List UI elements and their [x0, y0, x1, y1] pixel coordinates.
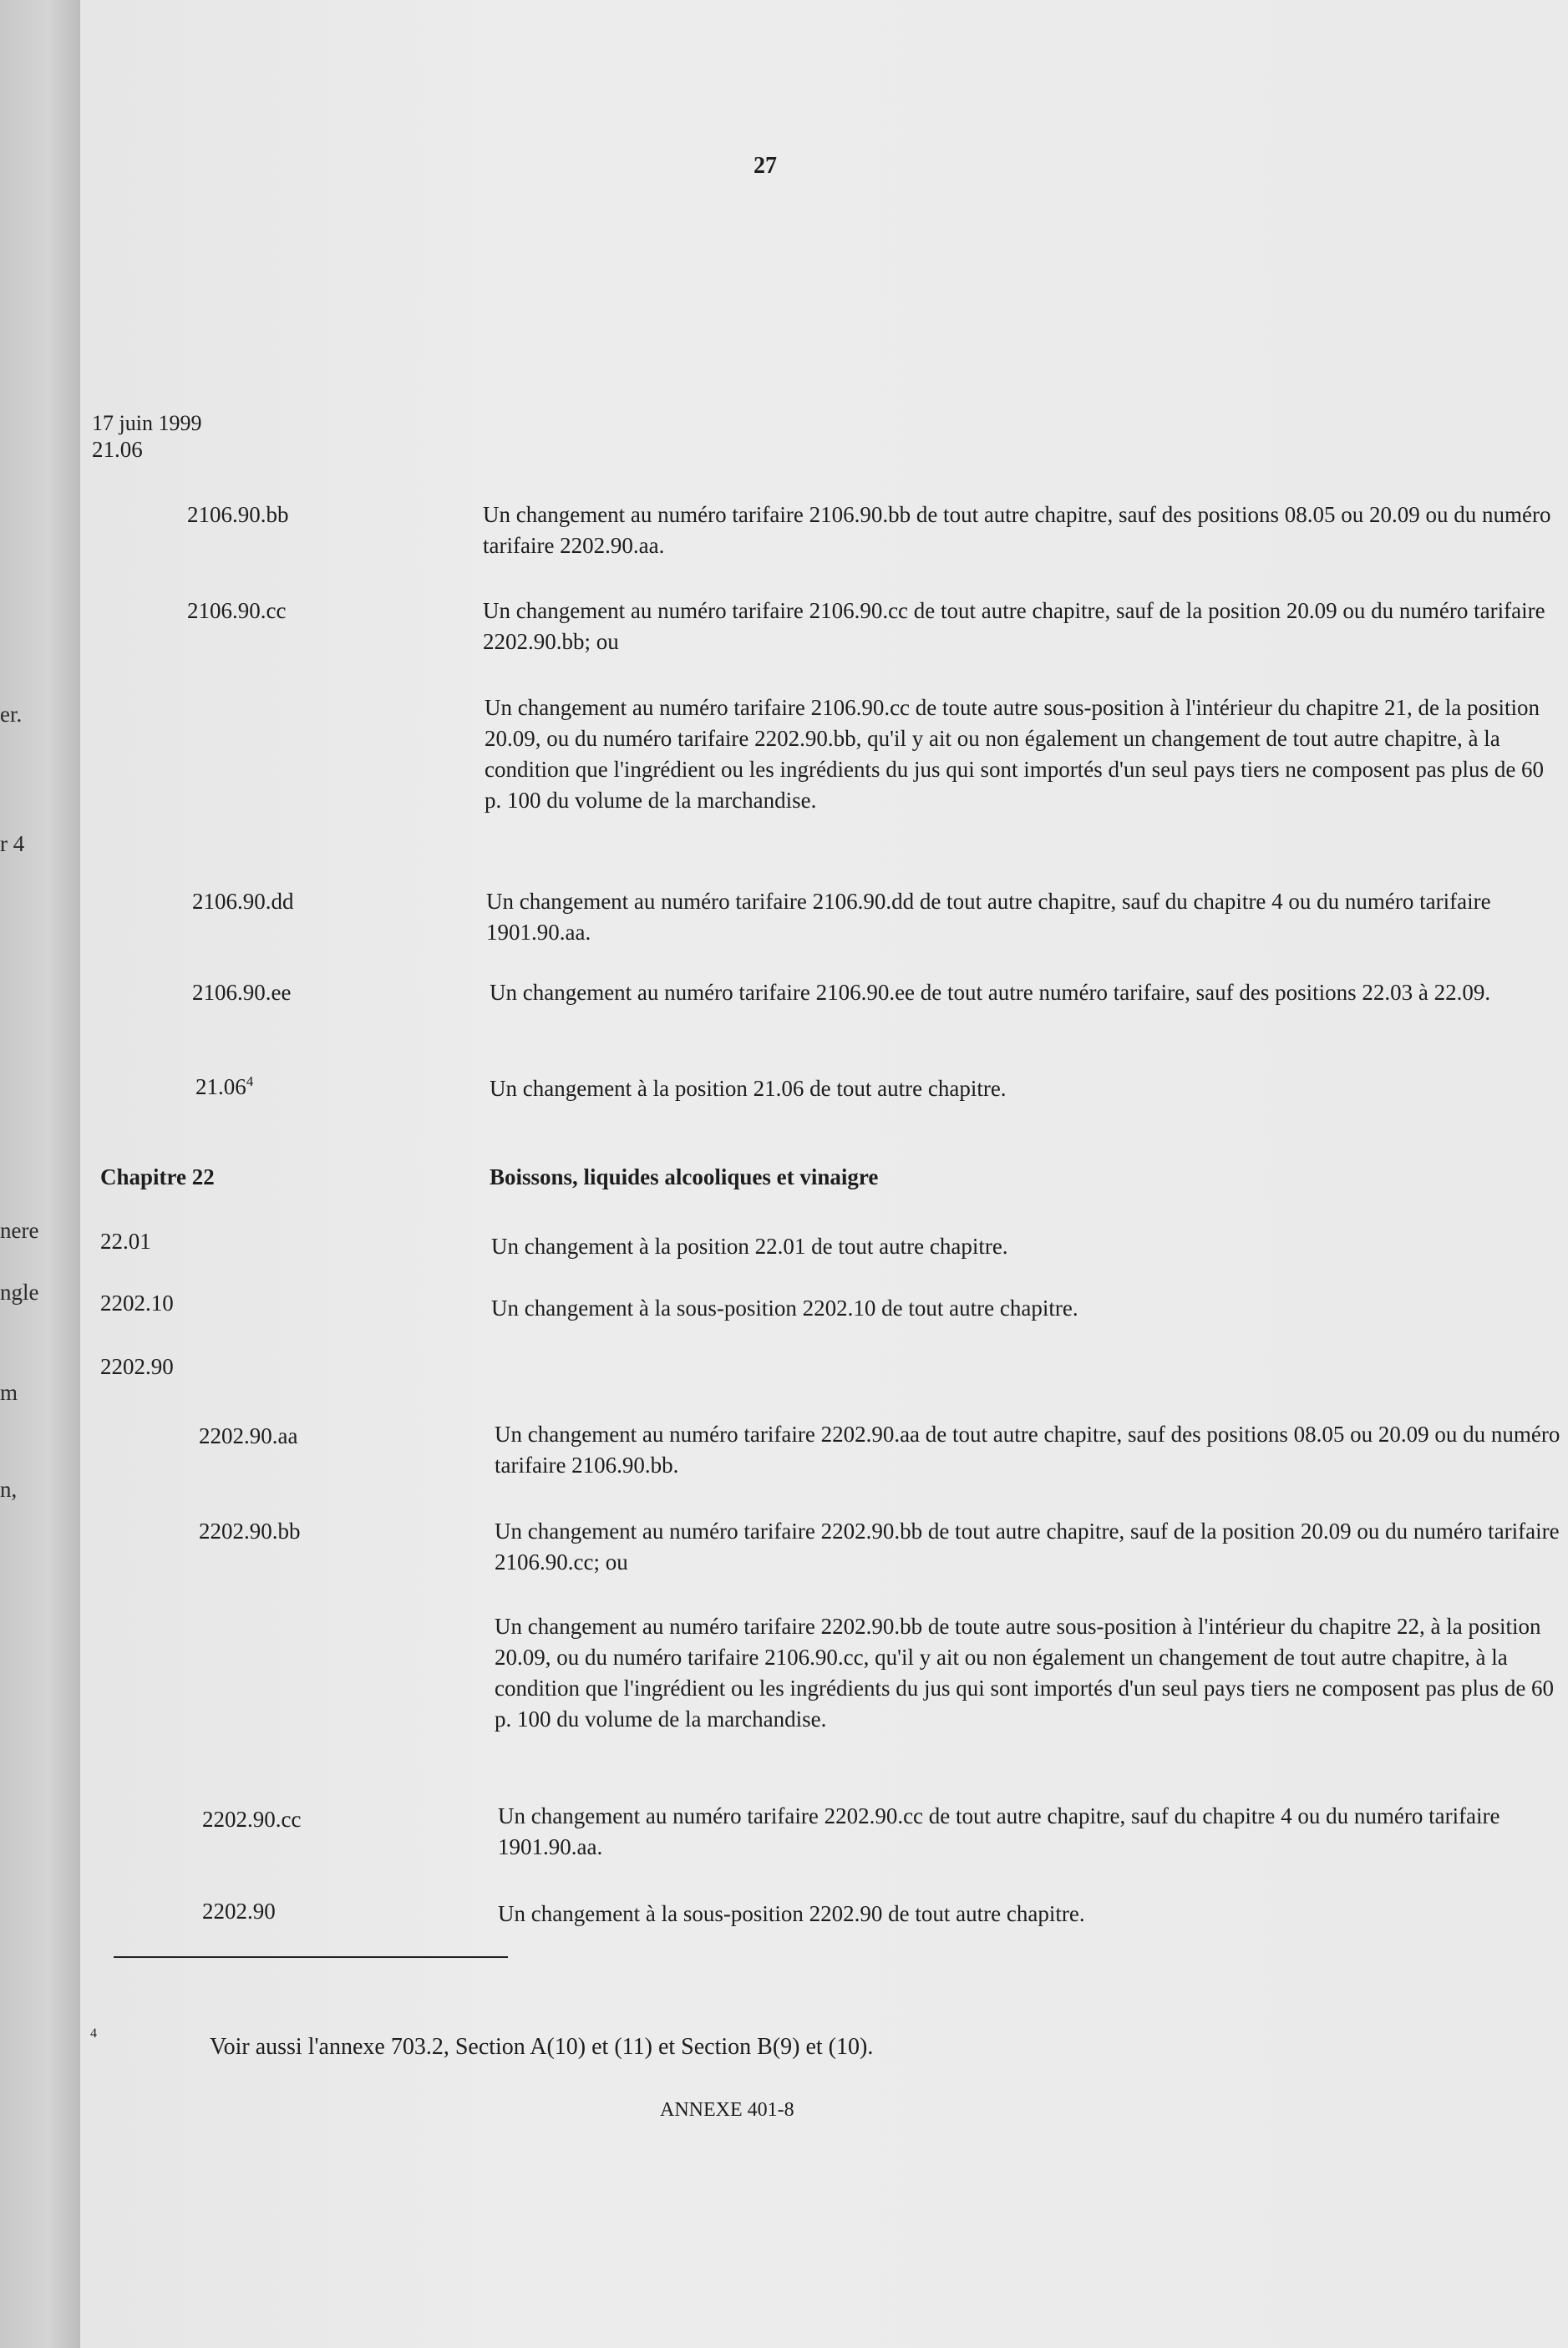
margin-fragment: ngle — [0, 1280, 39, 1305]
footnote-separator — [114, 1956, 508, 1958]
tariff-code: 2202.90.bb — [199, 1519, 301, 1544]
footnote-text: Voir aussi l'annexe 703.2, Section A(10) et (11) et Section B(9) et (10). — [210, 2034, 874, 2060]
rule-text: Un changement au numéro tarifaire 2106.90.cc de toute autre sous-position à l'intérieur du chapitre 21, de la position 20.09, ou du numéro tarifaire 2202.90.bb, qu'il y ait ou non également un changement de tout autre chapitre, à la condition que l'ingrédient ou les ingrédients du jus qui sont importés d'un seul pays tiers ne composent pas plus de 60 p. 100 du volume de la marchandise. — [485, 695, 1545, 813]
tariff-code: 2106.90.dd — [192, 889, 294, 914]
annex-label: ANNEXE 401-8 — [660, 2099, 794, 2121]
document-page — [80, 0, 1568, 2348]
book-spine — [0, 0, 81, 2348]
margin-fragment: n, — [0, 1477, 18, 1502]
tariff-code: 2106.90.bb — [187, 502, 289, 527]
tariff-code — [195, 1072, 253, 1103]
margin-fragment: r 4 — [0, 831, 25, 856]
footnote-mark: 4 — [90, 2026, 97, 2041]
chapter-title: Boissons, liquides alcooliques et vinaigre — [490, 1164, 879, 1189]
margin-fragment: m — [0, 1380, 18, 1405]
rule-text: Un changement au numéro tarifaire 2202.90.aa de tout autre chapitre, sauf des positions 08.05 ou 20.09 ou du numéro tarifaire 2106.90.bb. — [495, 1422, 1560, 1478]
tariff-code: 2202.90 — [100, 1354, 174, 1379]
rule-text: Un changement au numéro tarifaire 2202.90.bb de toute autre sous-position à l'intérieur du chapitre 22, à la position 20.09, ou du numéro tarifaire 2106.90.cc, qu'il y ait ou non également un changement de tout autre chapitre, à la condition que l'ingrédient ou les ingrédients du jus qui sont importés d'un seul pays tiers ne composent pas plus de 60 p. 100 du volume de la marchandise. — [495, 1614, 1555, 1732]
tariff-code: 2202.90 — [202, 1899, 276, 1924]
tariff-code-label: 21.06 — [195, 1074, 246, 1099]
heading-code: 21.06 — [92, 437, 143, 462]
rule-text: Un changement au numéro tarifaire 2106.90.cc de tout autre chapitre, sauf de la position 20.09 ou du numéro tarifaire 2202.90.bb; ou — [483, 598, 1545, 654]
margin-fragment: nere — [0, 1218, 39, 1243]
tariff-code: 22.01 — [100, 1229, 151, 1254]
rule-text: Un changement au numéro tarifaire 2106.90.ee de tout autre numéro tarifaire, sauf des positions 22.03 à 22.09. — [490, 980, 1491, 1005]
rule-text: Un changement à la position 22.01 de tout autre chapitre. — [491, 1234, 1008, 1259]
rule-text: Un changement à la position 21.06 de tout autre chapitre. — [490, 1076, 1007, 1101]
rule-text: Un changement à la sous-position 2202.90 de tout autre chapitre. — [498, 1901, 1085, 1926]
tariff-code: 2202.90.aa — [199, 1423, 298, 1448]
chapter-heading: Chapitre 22 — [100, 1164, 215, 1189]
rule-text: Un changement au numéro tarifaire 2202.90.bb de tout autre chapitre, sauf de la position 20.09 ou du numéro tarifaire 2106.90.cc; ou — [495, 1519, 1560, 1575]
tariff-code: 2202.90.cc — [202, 1807, 302, 1832]
tariff-code: 2106.90.cc — [187, 598, 287, 623]
footnote-ref: 4 — [246, 1073, 254, 1089]
tariff-code: 2202.10 — [100, 1291, 174, 1316]
rule-text: Un changement au numéro tarifaire 2106.90.bb de tout autre chapitre, sauf des positions 08.05 ou 20.09 ou du numéro tarifaire 2202.90.aa. — [483, 502, 1551, 558]
rule-text: Un changement au numéro tarifaire 2202.90.cc de tout autre chapitre, sauf du chapitre 4 ou du numéro tarifaire 1901.90.aa. — [498, 1803, 1500, 1859]
tariff-code: 2106.90.ee — [192, 980, 292, 1005]
rule-text: Un changement au numéro tarifaire 2106.90.dd de tout autre chapitre, sauf du chapitre 4 ou du numéro tarifaire 1901.90.aa. — [486, 889, 1491, 945]
date-header: 17 juin 1999 — [92, 411, 202, 435]
page-number: 27 — [754, 153, 777, 179]
rule-text: Un changement à la sous-position 2202.10 de tout autre chapitre. — [491, 1296, 1078, 1321]
margin-fragment: er. — [0, 702, 23, 727]
